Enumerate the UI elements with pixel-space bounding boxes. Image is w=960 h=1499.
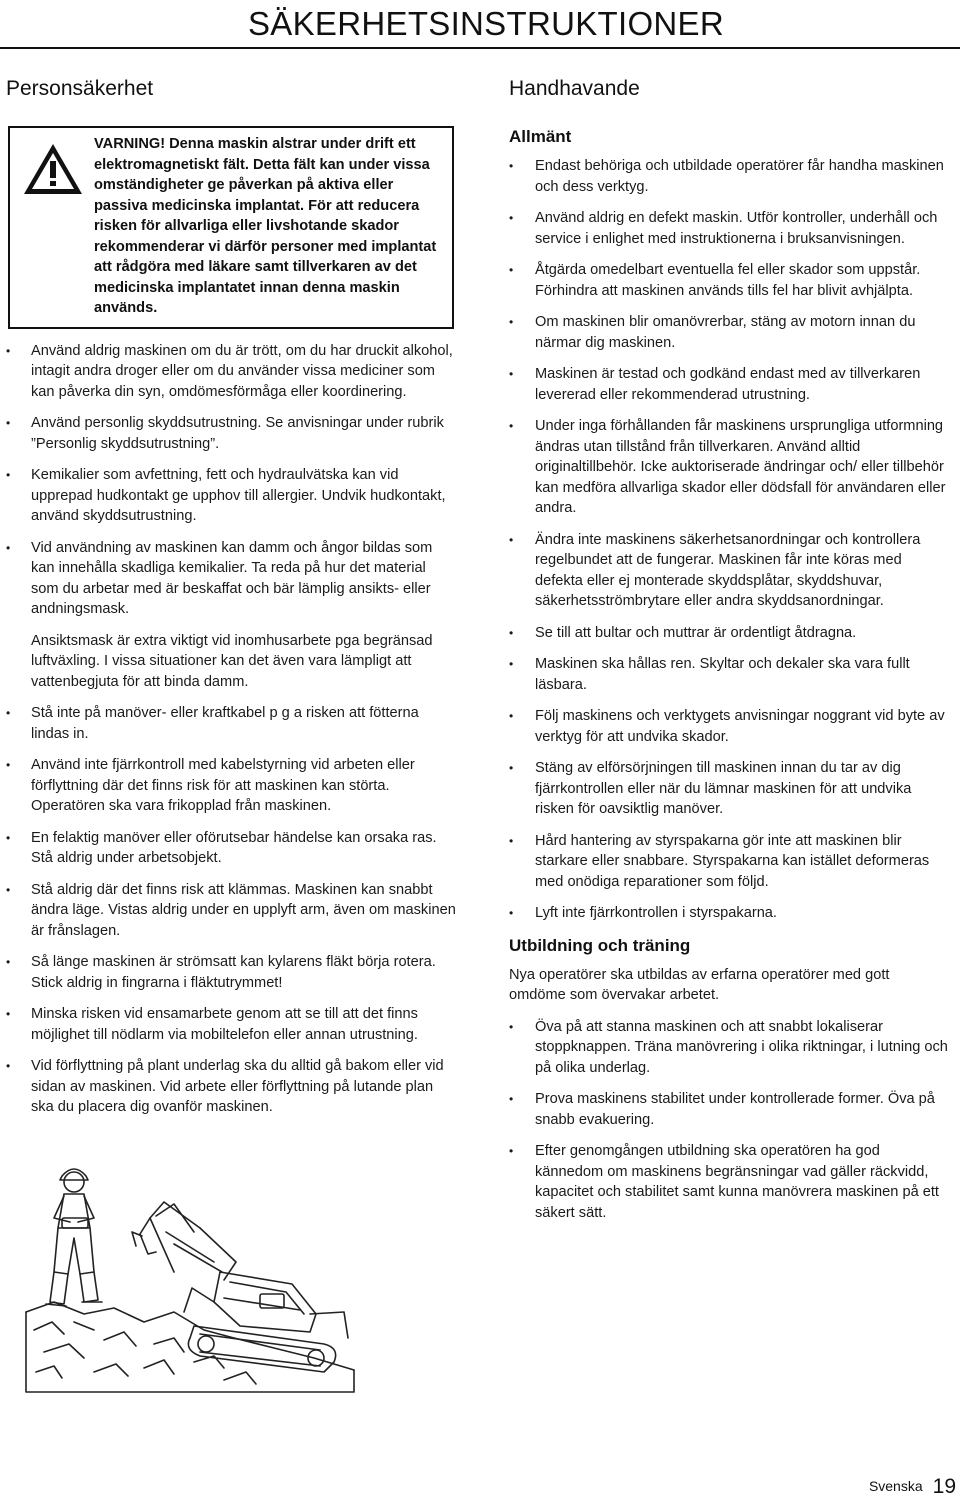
title-rule: [0, 47, 960, 49]
list-item: • Åtgärda omedelbart eventuella fel eller skador som uppstår. Förhindra att maskinen används tills fel har blivit avhjälpta.: [509, 262, 921, 299]
bullet: •: [509, 367, 514, 381]
section-heading-personal-safety: Personsäkerhet: [6, 77, 154, 100]
footer-language: Svenska: [868, 1478, 923, 1494]
bullet: •: [6, 830, 11, 845]
bullet: •: [509, 709, 514, 723]
warning-text: VARNING! Denna maskin alstrar under drift ett elektromagnetiskt fält. Detta fält kan under vissa omständigheter ge påverkan på aktiva eller passiva medicinska implantat. För att reducera risken för allvarliga eller livshotande skador rekommenderar vi därför personer med implantat att rådgöra med läkare samt tillverkaren av det medicinska implantatet innan denna maskin används.: [94, 136, 437, 316]
training-intro: Nya operatörer ska utbildas av erfarna operatörer med gott omdöme som övervakar arbetet.: [509, 966, 890, 1003]
bullet: •: [509, 211, 514, 225]
list-item: • Använd inte fjärrkontroll med kabelstyrning vid arbeten eller förflyttning där det finns risk för att maskinen kan störta. Operatören ska vara frikopplad från maskinen.: [6, 757, 415, 814]
list-item: • Stäng av elförsörjningen till maskinen innan du tar av dig fjärrkontrollen eller när du lämnar maskinen för att undvika risken för oavsiktlig manöver.: [509, 760, 912, 817]
list-item: • Ändra inte maskinens säkerhetsanordningar och kontrollera regelbundet att de fungerar. Maskinen får inte köras med defekta eller ej monterade skyddsplåtar, skyddshuvar, säkerhetsströmbrytare eller andra skyddsanordningar.: [509, 531, 921, 609]
list-item: • Om maskinen blir omanövrerbar, stäng av motorn innan du närmar dig maskinen.: [509, 314, 916, 351]
list-item: • Endast behöriga och utbildade operatörer får handha maskinen och dess verktyg.: [509, 158, 944, 195]
left-column: [6, 74, 456, 1129]
bullet: •: [509, 761, 514, 775]
list-item: • Vid användning av maskinen kan damm och ångor bildas som kan innehålla skadliga kemikalier. Ta reda på hur det material som du arbetar med är beskaffat och bär lämplig ansikts- eller andningsmask.: [6, 539, 433, 617]
page-title: SÄKERHETSINSTRUKTIONER: [248, 5, 724, 42]
list-item: • Se till att bultar och muttrar är ordentligt åtdragna.: [509, 623, 949, 644]
bullet: •: [509, 159, 514, 173]
list-item: • Maskinen är testad och godkänd endast med av tillverkaren levererad eller rekommenderad utrustning.: [509, 366, 921, 403]
sub-heading-training: Utbildning och träning: [509, 935, 691, 955]
right-bullet-list-1: [509, 156, 949, 924]
list-item: • Minska risken vid ensamarbete genom att se till att det finns möjlighet till nödlarm via mobiltelefon eller annan utrustning.: [6, 1006, 418, 1043]
bullet: •: [509, 315, 514, 329]
list-item: • Stå inte på manöver- eller kraftkabel p g a risken att fötterna lindas in.: [6, 705, 419, 742]
left-bullet-list-1: [6, 341, 456, 620]
list-item: • Använd personlig skyddsutrustning. Se anvisningar under rubrik ”Personlig skyddsutrustning”.: [6, 415, 444, 452]
operator-with-machine-illustration: [24, 1162, 364, 1394]
sub-heading-general: Allmänt: [509, 127, 572, 146]
bullet: •: [509, 833, 514, 848]
bullet: •: [6, 1007, 11, 1021]
bullet: •: [509, 1092, 514, 1106]
bullet: •: [509, 625, 514, 640]
list-item: • Använd aldrig en defekt maskin. Utför kontroller, underhåll och service i enlighet med instruktionerna i bruksanvisningen.: [509, 210, 938, 247]
bullet: •: [6, 416, 11, 430]
bullet: •: [6, 468, 11, 482]
list-item: • En felaktig manöver eller oförutsebar händelse kan orsaka ras. Stå aldrig under arbetsobjekt.: [6, 829, 437, 866]
bullet: •: [509, 657, 514, 671]
list-item: • Följ maskinens och verktygets anvisningar noggrant vid byte av verktyg för att undvika skador.: [509, 708, 945, 745]
right-bullet-list-2: [509, 1017, 949, 1224]
list-item: • Öva på att stanna maskinen och att snabbt lokaliserar stoppknappen. Träna manövrering i olika riktningar, i lutning och på olika underlag.: [509, 1018, 948, 1076]
bullet: •: [509, 906, 514, 920]
warning-triangle-icon: [22, 142, 84, 196]
list-item: • Kemikalier som avfettning, fett och hydraulvätska kan vid upprepad hudkontakt ge upphov till allergier. Undvik hudkontakt, använd skyddsutrustning.: [6, 467, 446, 524]
list-item: • Så länge maskinen är strömsatt kan kylarens fläkt börja rotera. Stick aldrig in fingrarna i fläktutrymmet!: [6, 954, 436, 991]
list-item: • Hård hantering av styrspakarna gör inte att maskinen blir starkare eller snabbare. Styrspakarna kan istället deformeras med onödiga reparationer som följd.: [509, 832, 930, 890]
list-item: • Vid förflyttning på plant underlag ska du alltid gå bakom eller vid sidan av maskinen. Vid arbete eller förflyttning på lutande plan ska du placera dig ovanför maskinen.: [6, 1058, 444, 1115]
warning-box: [8, 126, 454, 329]
list-item: • Prova maskinens stabilitet under kontrollerade former. Öva på snabb evakuering.: [509, 1091, 935, 1128]
bullet: •: [6, 706, 11, 720]
bullet: •: [509, 263, 514, 277]
face-mask-paragraph: Ansiktsmask är extra viktigt vid inomhusarbete pga begränsad luftväxling. I vissa situationer kan det även vara lämpligt att vattenbegjuta för att binda damm.: [31, 632, 433, 690]
section-heading-operation: Handhavande: [509, 77, 640, 100]
bullet: •: [6, 955, 11, 969]
bullet: •: [509, 419, 514, 433]
list-item: • Maskinen ska hållas ren. Skyltar och dekaler ska vara fullt läsbara.: [509, 656, 910, 693]
bullet: •: [6, 1059, 11, 1073]
bullet: •: [509, 1019, 514, 1034]
list-item: • Efter genomgången utbildning ska operatören ha god kännedom om maskinens begränsningar vad gäller räckvidd, kapacitet och stabilitet samt kunna manövrera maskinen på ett säkert sätt.: [509, 1143, 939, 1221]
bullet: •: [6, 540, 11, 555]
page-number: 19: [932, 1475, 956, 1498]
bullet: •: [6, 758, 11, 772]
bullet: •: [509, 532, 514, 547]
bullet: •: [6, 882, 11, 897]
list-item: • Använd aldrig maskinen om du är trött, om du har druckit alkohol, intagit andra droger eller om du använder vissa mediciner som kan påverka din syn, omdömesförmåga eller koordinering.: [6, 342, 453, 400]
right-column: [509, 74, 949, 1234]
page-footer: [869, 1474, 956, 1499]
bullet: •: [509, 1144, 514, 1158]
list-item: • Under inga förhållanden får maskinens ursprungliga utformning ändras utan tillstånd från tillverkaren. Använd alltid originaltillbehör. Icke auktoriserade ändringar och/ eller tillbehör kan medföra allvarliga skador eller dödsfall för användaren eller andra.: [509, 418, 946, 516]
list-item: • Stå aldrig där det finns risk att klämmas. Maskinen kan snabbt ändra läge. Vistas aldrig under en upplyft arm, även om maskinen är frånslagen.: [6, 881, 456, 939]
bullet: •: [6, 343, 11, 358]
list-item: • Lyft inte fjärrkontrollen i styrspakarna.: [509, 903, 949, 924]
left-bullet-list-2: [6, 703, 456, 1118]
